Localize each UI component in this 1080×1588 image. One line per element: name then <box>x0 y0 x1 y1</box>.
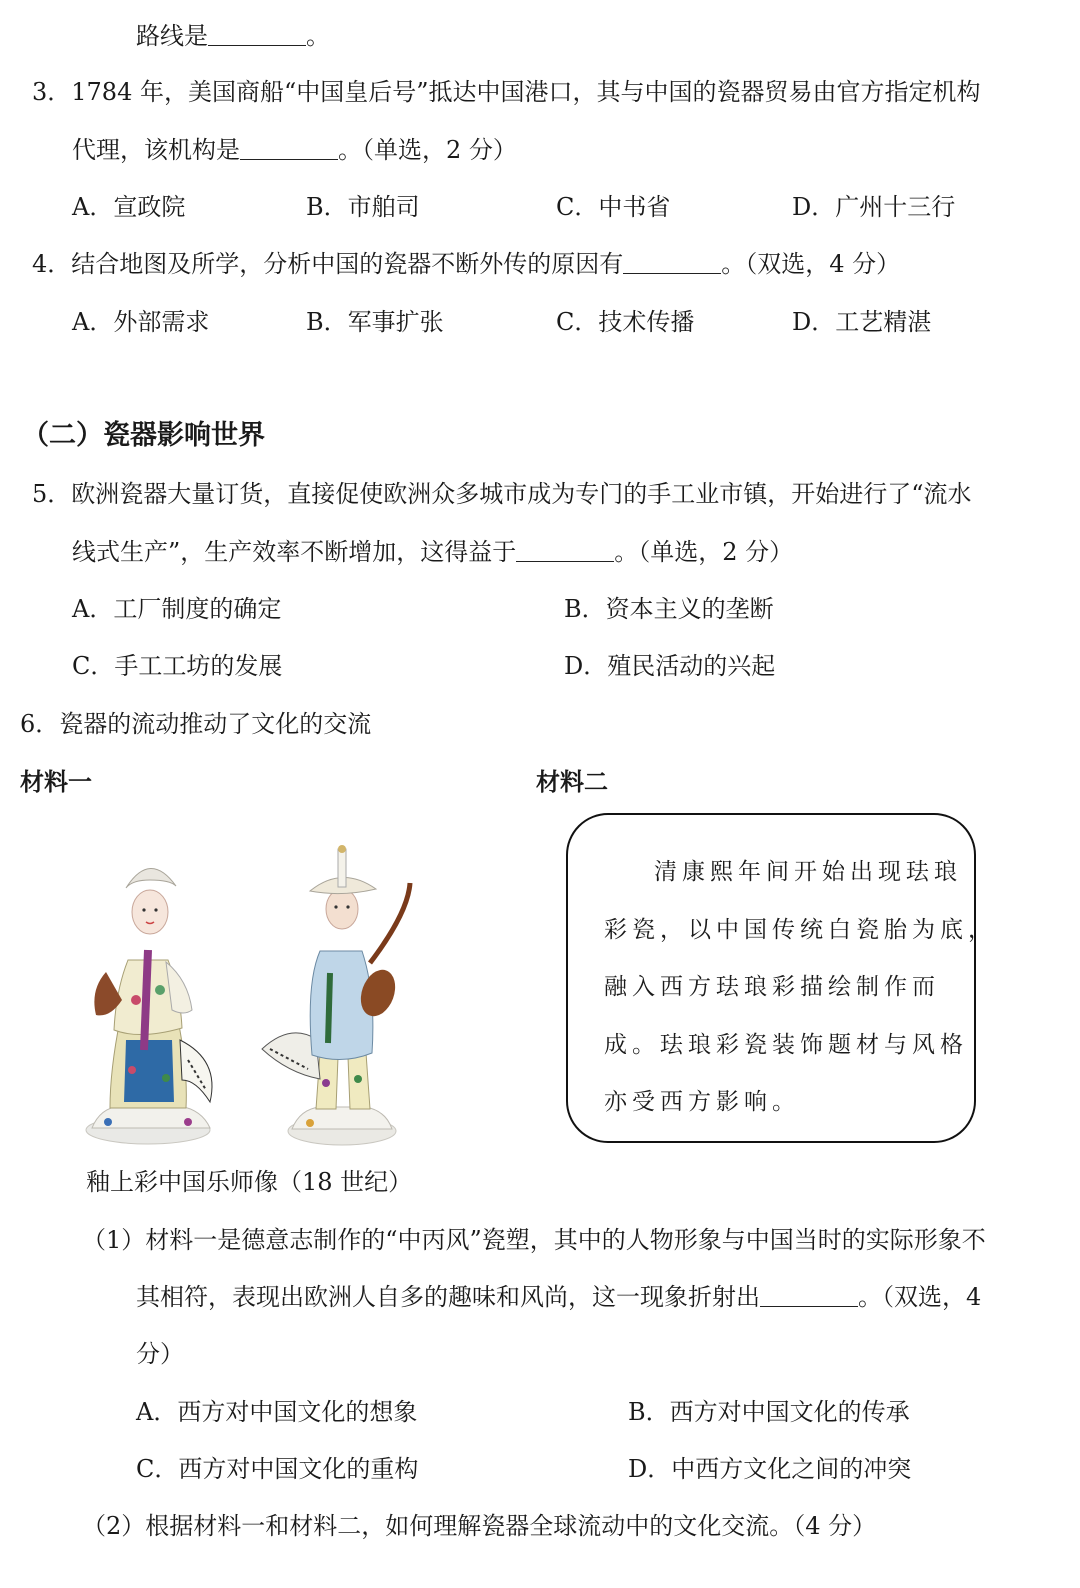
q5-stem-line1: 5．欧洲瓷器大量订货，直接促使欧洲众多城市成为专门的手工业市镇，开始进行了“流水 <box>32 480 972 508</box>
answer-blank[interactable] <box>516 537 614 562</box>
material2-textbox <box>566 813 996 1143</box>
q4-option-a[interactable]: A．外部需求 <box>72 308 210 336</box>
q3-stem-line1: 3．1784 年，美国商船“中国皇后号”抵达中国港口，其与中国的瓷器贸易由官方指定机构 <box>32 78 981 106</box>
material2-line: 彩瓷，以中国传统白瓷胎为底， <box>604 917 996 943</box>
q3-option-c[interactable]: C．中书省 <box>556 193 671 221</box>
q6-1-stem-line2 <box>136 1281 981 1313</box>
q4-score: 。（双选，4 分） <box>721 250 901 278</box>
q3-stem-text: 代理，该机构是 <box>72 136 240 164</box>
material2-line: 清康熙年间开始出现珐琅 <box>654 859 962 885</box>
q3-option-d[interactable]: D．广州十三行 <box>792 193 956 221</box>
q5-option-c[interactable]: C．手工工坊的发展 <box>72 652 283 680</box>
q6-1-option-d[interactable]: D．中西方文化之间的冲突 <box>628 1455 912 1483</box>
q4-stem <box>32 248 900 280</box>
q5-option-a[interactable]: A．工厂制度的确定 <box>72 595 282 623</box>
q5-option-b[interactable]: B．资本主义的垄断 <box>564 595 774 623</box>
q6-2-stem: （2）根据材料一和材料二，如何理解瓷器全球流动中的文化交流。（4 分） <box>82 1512 877 1540</box>
q4-option-b[interactable]: B．军事扩张 <box>306 308 444 336</box>
q6-1-option-a[interactable]: A．西方对中国文化的想象 <box>136 1398 418 1426</box>
route-line: 路线是 。 <box>136 22 330 50</box>
material2-line: 融入西方珐琅彩描绘制作而 <box>604 974 940 1000</box>
q6-1-stem-text: 其相符，表现出欧洲人自多的趣味和风尚，这一现象折射出 <box>136 1283 760 1311</box>
answer-blank[interactable] <box>760 1282 858 1307</box>
q4-option-d[interactable]: D．工艺精湛 <box>792 308 932 336</box>
material2-label: 材料二 <box>536 767 608 796</box>
route-text: 路线是 <box>136 22 208 50</box>
q5-stem-text: 线式生产”，生产效率不断增加，这得益于 <box>72 538 517 566</box>
q6-1-option-c[interactable]: C．西方对中国文化的重构 <box>136 1455 419 1483</box>
q6-1-option-b[interactable]: B．西方对中国文化的传承 <box>628 1398 910 1426</box>
answer-blank[interactable] <box>208 21 306 46</box>
q3-score: 。（单选，2 分） <box>338 136 517 164</box>
section-heading: （二）瓷器影响世界 <box>22 420 265 451</box>
answer-blank[interactable] <box>240 135 338 160</box>
porcelain-figurine-male <box>250 843 430 1155</box>
q5-score: 。（单选，2 分） <box>614 538 794 566</box>
q3-option-a[interactable]: A．宣政院 <box>72 193 186 221</box>
q5-stem-line2 <box>72 536 793 568</box>
material2-line: 亦受西方影响。 <box>604 1089 800 1115</box>
material1-label: 材料一 <box>20 767 92 796</box>
q6-1-score: 。（双选，4 <box>858 1283 982 1311</box>
q4-option-c[interactable]: C．技术传播 <box>556 308 695 336</box>
q6-1-stem-line3: 分） <box>136 1340 184 1368</box>
q6-stem: 6．瓷器的流动推动了文化的交流 <box>20 710 372 738</box>
material2-line: 成。珐琅彩瓷装饰题材与风格 <box>604 1032 968 1058</box>
q3-option-b[interactable]: B．市舶司 <box>306 193 420 221</box>
figure-caption: 釉上彩中国乐师像（18 世纪） <box>86 1168 413 1196</box>
q3-stem-line2 <box>72 134 517 166</box>
q6-1-stem-line1: （1）材料一是德意志制作的“中丙风”瓷塑，其中的人物形象与中国当时的实际形象不 <box>82 1226 986 1254</box>
q4-stem-text: 4．结合地图及所学，分析中国的瓷器不断外传的原因有 <box>32 250 624 278</box>
q5-option-d[interactable]: D．殖民活动的兴起 <box>564 652 776 680</box>
answer-blank[interactable] <box>623 249 721 274</box>
porcelain-figurine-female <box>70 840 230 1155</box>
